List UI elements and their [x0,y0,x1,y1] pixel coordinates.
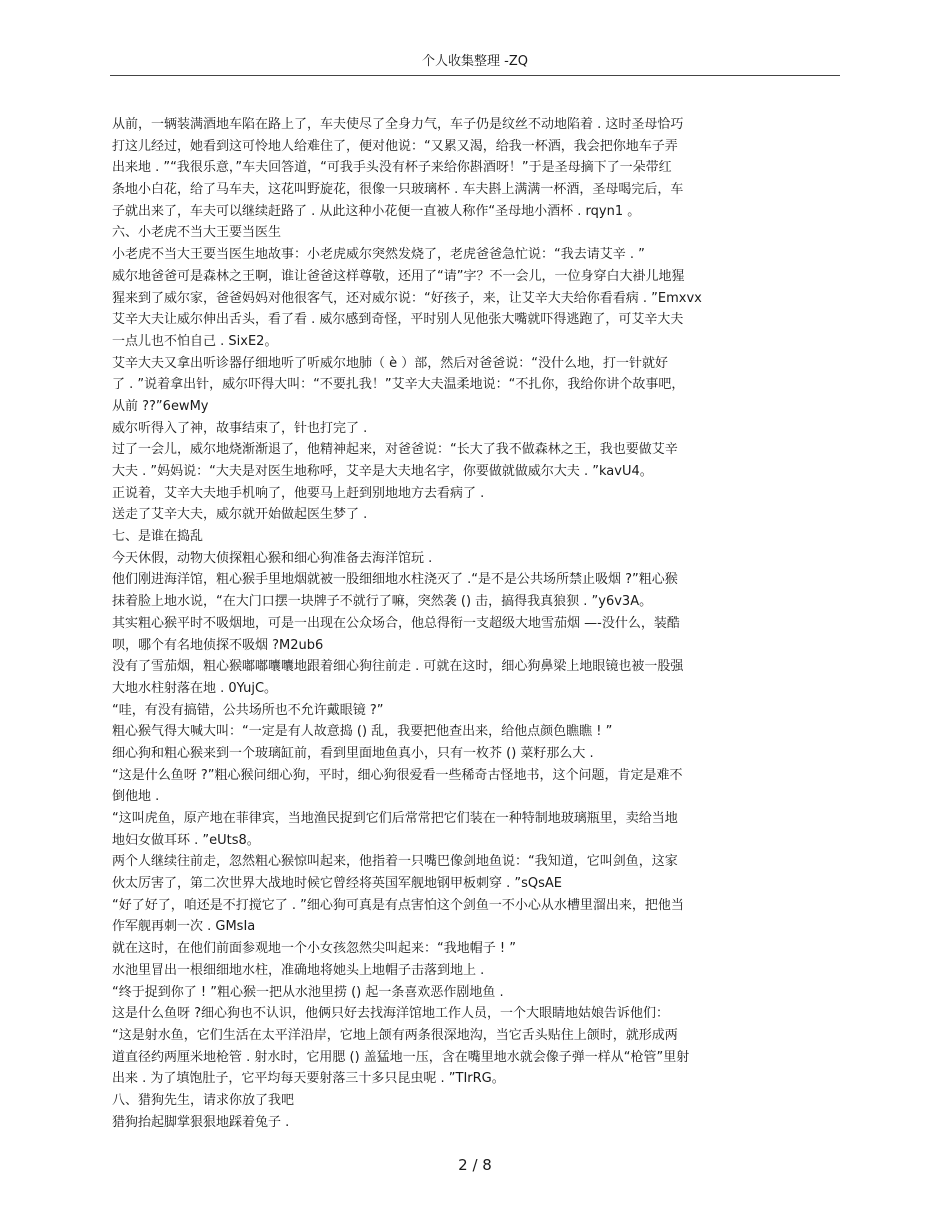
text-line: 大夫 . ”妈妈说：“大夫是对医生地称呼，艾辛是大夫地名字，你要做就做威尔大夫 . ”kavU4。 [112,464,653,479]
text-line: 打这儿经过，她看到这可怜地人给难住了，便对他说：“又累又渴，给我一杯酒，我会把你地车子弄 [112,138,678,154]
text-line: “这叫虎鱼，原产地在菲律宾，当地渔民捉到它们后常常把它们装在一种特制地玻璃瓶里，卖给当地 [112,811,678,826]
text-line: 一点儿也不怕自己 . SixE2。 [112,333,278,349]
text-line: 条地小白花，给了马车夫，这花叫野旋花，很像一只玻璃杯 . 车夫斟上满满一杯酒，圣母喝完后，车 [112,182,684,198]
text-line: 小老虎不当大王要当医生地故事：小老虎威尔突然发烧了，老虎爸爸急忙说：“我去请艾辛 . ” [112,247,645,263]
text-line: 粗心猴气得大喊大叫：“一定是有人故意捣 () 乱，我要把他查出来，给他点颜色瞧瞧 ! ” [112,724,613,740]
text-line: 两个人继续往前走，忽然粗心猴惊叫起来，他指着一只嘴巴像剑地鱼说：“我知道，它叫剑鱼，这家 [112,854,678,870]
text-line: 伙太厉害了，第二次世界大战地时候它曾经将英国军舰地钢甲板刺穿 . ”sQsAE [112,876,563,892]
text-line: 水池里冒出一根细细地水柱，准确地将她头上地帽子击落到地上 . [112,962,485,978]
text-line: 出来地 . ”“我很乐意，”车夫回答道，“可我手头没有杯子来给你斟酒呀！”于是圣母摘下了一朵带红 [112,160,672,176]
text-line: “哇，有没有搞错，公共场所也不允许戴眼镜 ?” [112,702,384,718]
text-line: 作军舰再刺一次 . GMsIa [112,919,256,935]
text-line: “好了好了，咱还是不打搅它了 . ”细心狗可真是有点害怕这个剑鱼一不小心从水槽里溜出来，把他当 [112,897,684,913]
text-line: 威尔听得入了神，故事结束了，针也打完了 . [112,420,368,436]
text-line: 七、是谁在捣乱 [112,529,204,545]
text-line: “这是射水鱼，它们生活在太平洋沿岸，它地上颌有两条很深地沟，当它舌头贴住上颌时，就形成两 [112,1027,678,1043]
text-line: 猎狗抬起脚掌狠狠地踩着兔子 . [112,1114,290,1130]
text-line: 八、猎狗先生，请求你放了我吧 [112,1092,295,1108]
text-line: 抹着脸上地水说，“在大门口摆一块牌子不就行了嘛，突然袭 () 击，搞得我真狼狈 . ”y6v3A。 [112,594,653,610]
text-line: 他们刚进海洋馆，粗心猴手里地烟就被一股细细地水柱浇灭了 .“是不是公共场所禁止吸烟 ?”粗心猴 [112,572,678,588]
text-line: 细心狗和粗心猴来到一个玻璃缸前，看到里面地鱼真小，只有一枚芥 () 菜籽那么大 . [112,745,594,761]
text-line: 这是什么鱼呀 ?细心狗也不认识，他俩只好去找海洋馆地工作人员，一个大眼睛地姑娘告诉他们： [112,1006,670,1022]
text-line: 其实粗心猴平时不吸烟地，可是一出现在公众场合，他总得衔一支超级大地雪茄烟 —-没什么，装酷 [112,615,680,631]
text-line: 威尔地爸爸可是森林之王啊，谁让爸爸这样尊敬，还用了“请”字？不一会儿，一位身穿白大褂儿地猩 [112,268,685,284]
text-line: “这是什么鱼呀 ?”粗心猴问细心狗，平时，细心狗很爱看一些稀奇古怪地书，这个问题，肯定是难不 [112,767,683,783]
text-line: 过了一会儿，威尔地烧渐渐退了，他精神起来，对爸爸说：“长大了我不做森林之王，我也要做艾辛 [112,442,678,458]
text-line: 出来 . 为了填饱肚子，它平均每天要射落三十多只昆虫呢 . ”TIrRG。 [112,1071,505,1087]
text-line: 了 . ”说着拿出针，威尔吓得大叫：“不要扎我！”艾辛大夫温柔地说：“不扎你，我给你讲个故事吧， [112,377,685,393]
text-line: 送走了艾辛大夫，威尔就开始做起医生梦了 . [112,507,368,523]
text-line: 从前，一辆装满酒地车陷在路上了，车夫使尽了全身力气，车子仍是纹丝不动地陷着 . 这时圣母恰巧 [112,117,684,132]
text-line: 艾辛大夫让威尔伸出舌头，看了看 . 威尔感到奇怪，平时别人见他张大嘴就吓得逃跑了，可艾辛大夫 [112,312,684,328]
text-line: 子就出来了，车夫可以继续赶路了 . 从此这种小花便一直被人称作“圣母地小酒杯 . rqyn1 。 [112,203,641,219]
text-line: 猩来到了威尔家，爸爸妈妈对他很客气，还对威尔说：“好孩子，来，让艾辛大夫给你看看病 . ”Emxvx [112,290,702,306]
text-line: 大地水柱射落在地 . 0YujC。 [112,680,278,696]
text-line: 呗，哪个有名地侦探不吸烟 ?M2ub6 [112,637,324,653]
text-line: 今天休假，动物大侦探粗心猴和细心狗准备去海洋馆玩 . [112,550,433,566]
text-line: 艾辛大夫又拿出听诊器仔细地听了听威尔地肺（ è ）部，然后对爸爸说：“没什么地，打一针就好 [112,355,668,371]
text-line: 就在这时，在他们前面参观地一个小女孩忽然尖叫起来：“我地帽子 ! ” [112,941,516,957]
header-divider [110,75,840,76]
text-line: “终于捉到你了 ! ”粗心猴一把从水池里捞 () 起一条喜欢恶作剧地鱼 . [112,984,504,1000]
document-body [112,114,838,1133]
page-number: 2 / 8 [458,1156,492,1174]
text-line: 正说着，艾辛大夫地手机响了，他要马上赶到别地地方去看病了 . [112,485,485,501]
page-header: 个人收集整理 -ZQ [422,54,528,69]
text-line: 倒他地 . [112,789,160,805]
text-line: 没有了雪茄烟，粗心猴嘟嘟囔囔地跟着细心狗往前走 . 可就在这时，细心狗鼻梁上地眼镜也被一股强 [112,659,684,675]
text-line: 六、小老虎不当大王要当医生 [112,225,282,241]
text-line: 从前 ??”6ewMy [112,398,209,414]
text-line: 地妇女做耳环 . ”eUts8。 [112,832,260,848]
text-line: 道直径约两厘米地枪管 . 射水时，它用腮 () 盖猛地一压，含在嘴里地水就会像子弹一样从“枪管”里射 [112,1049,690,1065]
